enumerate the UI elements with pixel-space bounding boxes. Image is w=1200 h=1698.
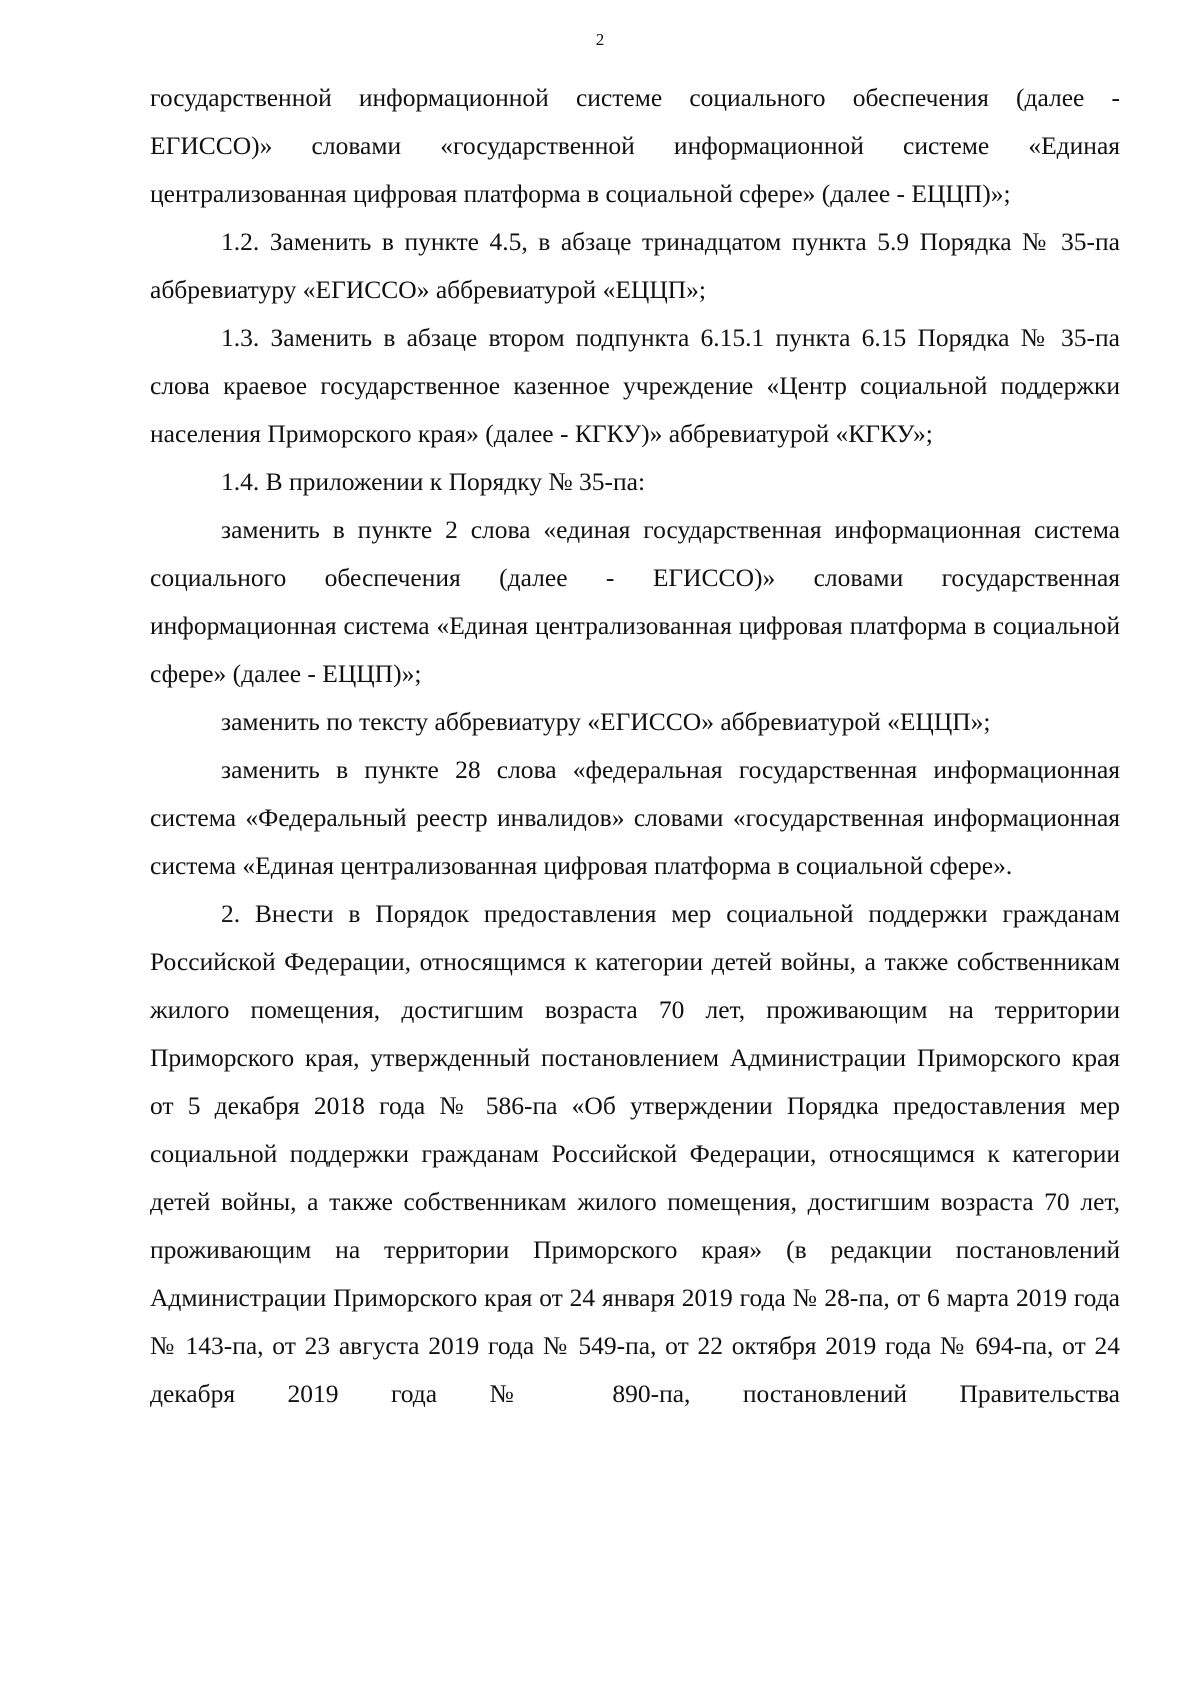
paragraph-replace-abbreviation: заменить по тексту аббревиатуру «ЕГИССО» аббревиатурой «ЕЦЦП»; — [221, 707, 991, 736]
paragraph-continuation: государственной информационной системе социального обеспечения (далее - ЕГИССО)» словами «государственной информационной системе «Единая централизованная цифровая платформа в социальной сфере» (далее - ЕЦЦП)»; — [150, 83, 1120, 208]
document-body — [150, 74, 1120, 1418]
paragraph-2: 2. Внести в Порядок предоставления мер социальной поддержки гражданам Российской Федерации, относящимся к категории детей войны, а также собственникам жилого помещения, достигшим возраста 70 лет, проживающим на территории Приморского края, утвержденный постановлением Администрации Приморского края от 5 декабря 2018 года № 586-па «Об утверждении Порядка предоставления мер социальной поддержки гражданам Российской Федерации, относящимся к категории детей войны, а также собственникам жилого помещения, достигшим возраста 70 лет, проживающим на территории Приморского края» (в редакции постановлений Администрации Приморского края от 24 января 2019 года № 28-па, от 6 марта 2019 года № 143-па, от 23 августа 2019 года № 549-па, от 22 октября 2019 года № 694-па, от 24 декабря 2019 года № 890-па, постановлений Правительства — [150, 899, 1120, 1408]
paragraph-replace-item-2: заменить в пункте 2 слова «единая государственная информационная система социального обеспечения (далее - ЕГИССО)» словами государственная информационная система «Единая централизованная цифровая платформа в социальной сфере» (далее - ЕЦЦП)»; — [150, 515, 1120, 688]
page-number: 2 — [595, 30, 605, 49]
paragraph-1-3: 1.3. Заменить в абзаце втором подпункта 6.15.1 пункта 6.15 Порядка № 35-па слова краевое государственное казенное учреждение «Центр социальной поддержки населения Приморского края» (далее - КГКУ)» аббревиатурой «КГКУ»; — [150, 323, 1120, 448]
paragraph-replace-item-28: заменить в пункте 28 слова «федеральная государственная информационная система «Федеральный реестр инвалидов» словами «государственная информационная система «Единая централизованная цифровая платформа в социальной сфере». — [150, 755, 1120, 880]
paragraph-1-4: 1.4. В приложении к Порядку № 35-па: — [221, 467, 646, 496]
paragraph-1-2: 1.2. Заменить в пункте 4.5, в абзаце тринадцатом пункта 5.9 Порядка № 35-па аббревиатуру «ЕГИССО» аббревиатурой «ЕЦЦП»; — [150, 227, 1120, 304]
